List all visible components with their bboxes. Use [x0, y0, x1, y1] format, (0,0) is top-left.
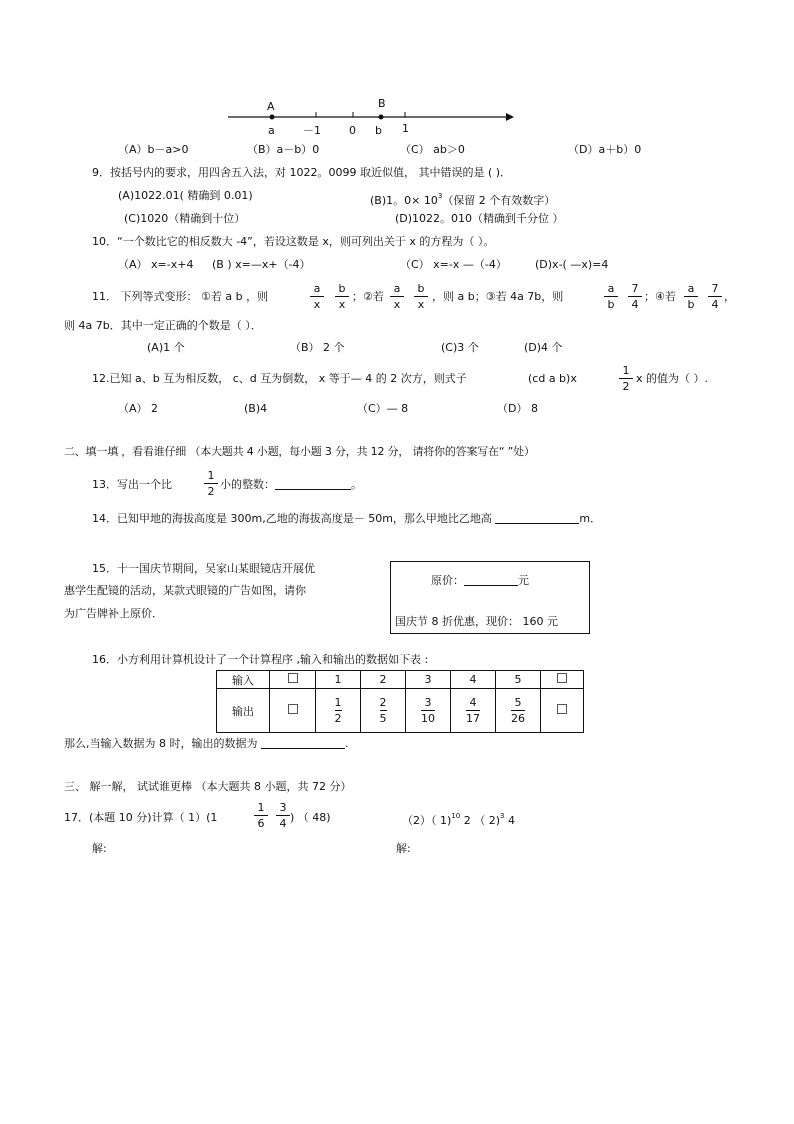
- q12-option-a: （A） 2: [118, 402, 159, 415]
- q9-option-d: (D)1022。010（精确到千分位 ）: [395, 212, 564, 225]
- input-cell: 3: [406, 671, 451, 689]
- output-cell-blank: [270, 689, 316, 733]
- q12-option-d: （D） 8: [497, 402, 538, 415]
- advertisement-board: [390, 561, 590, 634]
- point-b-label: B: [378, 97, 386, 110]
- q14-text: 14．已知甲地的海拔高度是 300m,乙地的海拔高度是－ 50m，那么甲地比乙地高 m．: [92, 512, 602, 525]
- output-cell: $\frac{1}{2}$: [316, 689, 361, 733]
- fraction-a-over-b-2: a b: [684, 282, 698, 311]
- q11-option-d: (D)4 个: [524, 341, 563, 354]
- table-row-output: [217, 689, 584, 733]
- q11-part5: ，: [724, 290, 735, 303]
- q12-tail: x 的值为（ ）.: [636, 372, 708, 385]
- tick-minus-one: －1: [303, 124, 321, 137]
- tick-a: a: [268, 124, 275, 137]
- q8-option-a: （A）b－a>0: [118, 143, 189, 156]
- q12-expression: (cd a b)x: [528, 372, 577, 385]
- blank-box-icon: [288, 673, 298, 683]
- fraction-7-over-4: 7 4: [628, 282, 642, 311]
- q17-solution-1-label: 解:: [92, 842, 107, 855]
- fraction-a-over-b: a b: [604, 282, 618, 311]
- q11-part2: ；②若: [352, 290, 384, 303]
- q17-part1-tail: ) （ 48): [290, 811, 331, 824]
- tick-one: 1: [402, 122, 409, 135]
- input-cell: 4: [451, 671, 496, 689]
- q10-option-a: （A） x=-x+4: [118, 258, 194, 271]
- fraction-one-half: 1 2: [619, 364, 633, 393]
- q15-line1: 15．十一国庆节期间，吴家山某眼镜店开展优: [92, 562, 315, 575]
- q10-option-d: (D)x-( —x)=4: [535, 258, 609, 271]
- fraction-1-over-6: 1 6: [254, 801, 268, 830]
- q15-line2: 惠学生配镜的活动，某款式眼镜的广告如图，请你: [64, 584, 306, 597]
- output-cell: $\frac{2}{5}$: [361, 689, 406, 733]
- q10-stem: 10．“一个数比它的相反数大 -4”，若设这数是 x，则可列出关于 x 的方程为（ ）。: [92, 235, 495, 248]
- q10-option-c: （C） x=-x —（-4）: [400, 258, 507, 271]
- q8-option-c: （C） ab＞0: [400, 143, 465, 156]
- blank-box-icon: [557, 704, 567, 714]
- q12-option-c: （C）— 8: [357, 402, 409, 415]
- output-cell: $\frac{3}{10}$: [406, 689, 451, 733]
- tick-b: b: [375, 124, 382, 137]
- input-cell-blank: [270, 671, 316, 689]
- q12-stem: 12.已知 a、b 互为相反数， c、d 互为倒数， x 等于— 4 的 2 次方，则式子: [92, 372, 467, 385]
- q16-stem: 16．小方利用计算机设计了一个计算程序 ,输入和输出的数据如下表 :: [92, 653, 429, 666]
- section-3-title: 三、 解一解， 试试谁更棒 （本大题共 8 小题，共 72 分）: [64, 780, 352, 793]
- input-cell-blank: [541, 671, 584, 689]
- q11-line2: 则 4a 7b．其中一定正确的个数是（ ）．: [64, 319, 262, 332]
- blank-box-icon: [557, 673, 567, 683]
- q11-option-a: (A)1 个: [147, 341, 185, 354]
- fraction-a-over-x: a x: [310, 282, 324, 311]
- input-output-table: [216, 670, 584, 733]
- input-cell: 1: [316, 671, 361, 689]
- blank-box-icon: [288, 704, 298, 714]
- q13-text-post: 小的整数： 。: [220, 478, 362, 491]
- q9-option-b: (B)1。$0\times 10^3$（保留 2 个有效数字）: [370, 192, 556, 207]
- q11-option-c: (C)3 个: [441, 341, 479, 354]
- q15-line3: 为广告牌补上原价．: [64, 607, 163, 620]
- row-label-input: 输入: [217, 671, 270, 689]
- tick-zero: 0: [349, 124, 356, 137]
- q11-part4: ；④若: [644, 290, 676, 303]
- output-cell-blank: [541, 689, 584, 733]
- fraction-one-half-2: 1 2: [204, 469, 218, 498]
- q17-solution-2-label: 解:: [396, 842, 411, 855]
- q12-option-b: (B)4: [244, 402, 268, 415]
- q9-stem: 9．按括号内的要求，用四舍五入法，对 1022。0099 取近似值， 其中错误的是 ( )．: [92, 166, 512, 179]
- table-row-input: [217, 671, 584, 689]
- q11-option-b: （B） 2 个: [290, 341, 345, 354]
- section-2-title: 二、填一填 ，看看谁仔细 （本大题共 4 小题，每小题 3 分，共 12 分， 请将你的答案写在“ ”处）: [64, 445, 535, 458]
- q17-part2: （2）（ 1)$^{10}$ 2 （ 2)$^3$ 4: [402, 812, 515, 827]
- input-cell: 2: [361, 671, 406, 689]
- number-line: [0, 0, 794, 140]
- fraction-b-over-x: b x: [335, 282, 349, 311]
- q8-option-b: （B）a－b）0: [247, 143, 320, 156]
- fraction-3-over-4: 3 4: [276, 801, 290, 830]
- q8-option-d: （D）a＋b）0: [568, 143, 642, 156]
- fraction-7-over-4-2: 7 4: [708, 282, 722, 311]
- q10-option-b: (B ) x=—x+（-4）: [212, 258, 311, 271]
- q11-part1: 11． 下列等式变形： ①若 a b ，则: [92, 290, 269, 303]
- q9-option-c: (C)1020（精确到十位）: [124, 212, 246, 225]
- q11-part3: ，则 a b；③若 4a 7b，则: [432, 290, 564, 303]
- q16-followup: 那么,当输入数据为 8 时，输出的数据为 .: [64, 737, 349, 750]
- q13-text-pre: 13．写出一个比: [92, 478, 172, 491]
- ad-sale-price: 国庆节 8 折优惠，现价： 160 元: [395, 615, 558, 628]
- fraction-b-over-x-2: b x: [414, 282, 428, 311]
- q9-option-a: (A)1022.01( 精确到 0.01): [118, 189, 253, 202]
- point-a-label: A: [267, 100, 275, 113]
- output-cell: $\frac{4}{17}$: [451, 689, 496, 733]
- fraction-a-over-x-2: a x: [390, 282, 404, 311]
- q17-part1: 17．(本题 10 分)计算（ 1）(1: [64, 811, 218, 824]
- input-cell: 5: [496, 671, 541, 689]
- ad-original-price: 原价： 元: [431, 574, 529, 587]
- output-cell: $\frac{5}{26}$: [496, 689, 541, 733]
- row-label-output: 输出: [217, 689, 270, 733]
